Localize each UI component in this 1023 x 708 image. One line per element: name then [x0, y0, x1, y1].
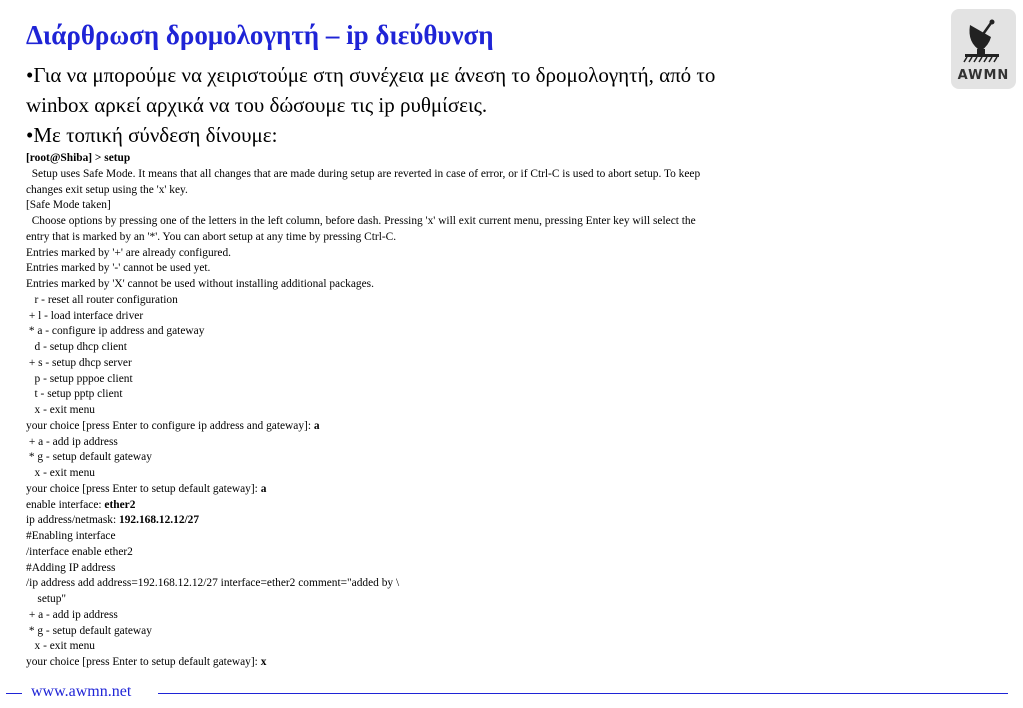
awmn-logo: [951, 9, 1016, 89]
menu-item: + s - setup dhcp server: [26, 356, 132, 369]
menu-item: + a - add ip address: [26, 435, 118, 448]
bullet-list: [26, 60, 906, 150]
menu-item: + a - add ip address: [26, 608, 118, 621]
interface-prompt: enable interface:: [26, 498, 105, 511]
menu-item: x - exit menu: [26, 640, 95, 653]
choice-prompt: your choice [press Enter to configure ip address and gateway]:: [26, 419, 314, 432]
menu-item: * g - setup default gateway: [26, 451, 152, 464]
logo-text: AWMN: [957, 68, 1010, 83]
menu-item: x - exit menu: [26, 467, 95, 479]
console-line: Entries marked by '-' cannot be used yet.: [26, 262, 211, 275]
console-line: [Safe Mode taken]: [26, 199, 111, 212]
menu-item: + l - load interface driver: [26, 309, 144, 322]
choice-prompt: your choice [press Enter to setup default gateway]:: [26, 482, 261, 495]
address-value: 192.168.12.12/27: [119, 514, 200, 527]
choice-value: a: [260, 482, 267, 495]
address-prompt: ip address/netmask:: [26, 514, 120, 527]
menu-item: x - exit menu: [26, 404, 95, 416]
footer-url-link[interactable]: www.awmn.net: [31, 683, 132, 700]
menu-item: d - setup dhcp client: [26, 341, 127, 353]
console-line: Entries marked by 'X' cannot be used without installing additional packages.: [26, 278, 374, 290]
console-line: Choose options by pressing one of the letters in the left column, before dash. Pressing 'x' will exit current menu, pressing Enter key will select the: [26, 215, 696, 227]
script-line: #Adding IP address: [26, 561, 116, 574]
menu-item: * g - setup default gateway: [26, 624, 152, 637]
footer: [0, 684, 1023, 702]
menu-item: t - setup pptp client: [26, 388, 123, 401]
footer-divider-left: [6, 693, 22, 694]
script-line: setup": [26, 593, 67, 605]
bullet-line: winbox αρκεί αρχικά να του δώσουμε τις ip ρυθμίσεις.: [26, 93, 488, 117]
console-transcript: [26, 151, 856, 671]
bullet-line: •Για να μπορούμε να χειριστούμε στη συνέχεια με άνεση το δρομολογητή, από το: [26, 63, 716, 87]
footer-divider: [158, 693, 1008, 694]
choice-value: x: [260, 656, 267, 668]
console-line: changes exit setup using the 'x' key.: [26, 183, 188, 196]
satellite-dish-icon: [961, 15, 1006, 65]
console-line: Entries marked by '+' are already configured.: [26, 246, 232, 259]
menu-item: r - reset all router configuration: [26, 293, 178, 306]
console-line: entry that is marked by an '*'. You can abort setup at any time by pressing Ctrl-C.: [26, 230, 397, 243]
interface-value: ether2: [104, 498, 136, 511]
console-prompt: [root@Shiba] > setup: [26, 152, 131, 164]
bullet-line: •Με τοπική σύνδεση δίνουμε:: [26, 123, 278, 147]
choice-prompt: your choice [press Enter to setup default gateway]:: [26, 656, 261, 668]
slide-title: Διάρθρωση δρομολογητή – ip διεύθυνση: [26, 20, 494, 50]
script-line: #Enabling interface: [26, 530, 116, 542]
script-line: /ip address add address=192.168.12.12/27 interface=ether2 comment="added by \: [26, 577, 400, 590]
choice-value: a: [313, 419, 320, 432]
script-line: /interface enable ether2: [26, 545, 133, 558]
console-line: Setup uses Safe Mode. It means that all changes that are made during setup are reverted in case of error, or if Ctrl-C is used to abort setup. To keep: [26, 167, 701, 180]
menu-item: p - setup pppoe client: [26, 372, 133, 385]
menu-item: * a - configure ip address and gateway: [26, 325, 205, 338]
